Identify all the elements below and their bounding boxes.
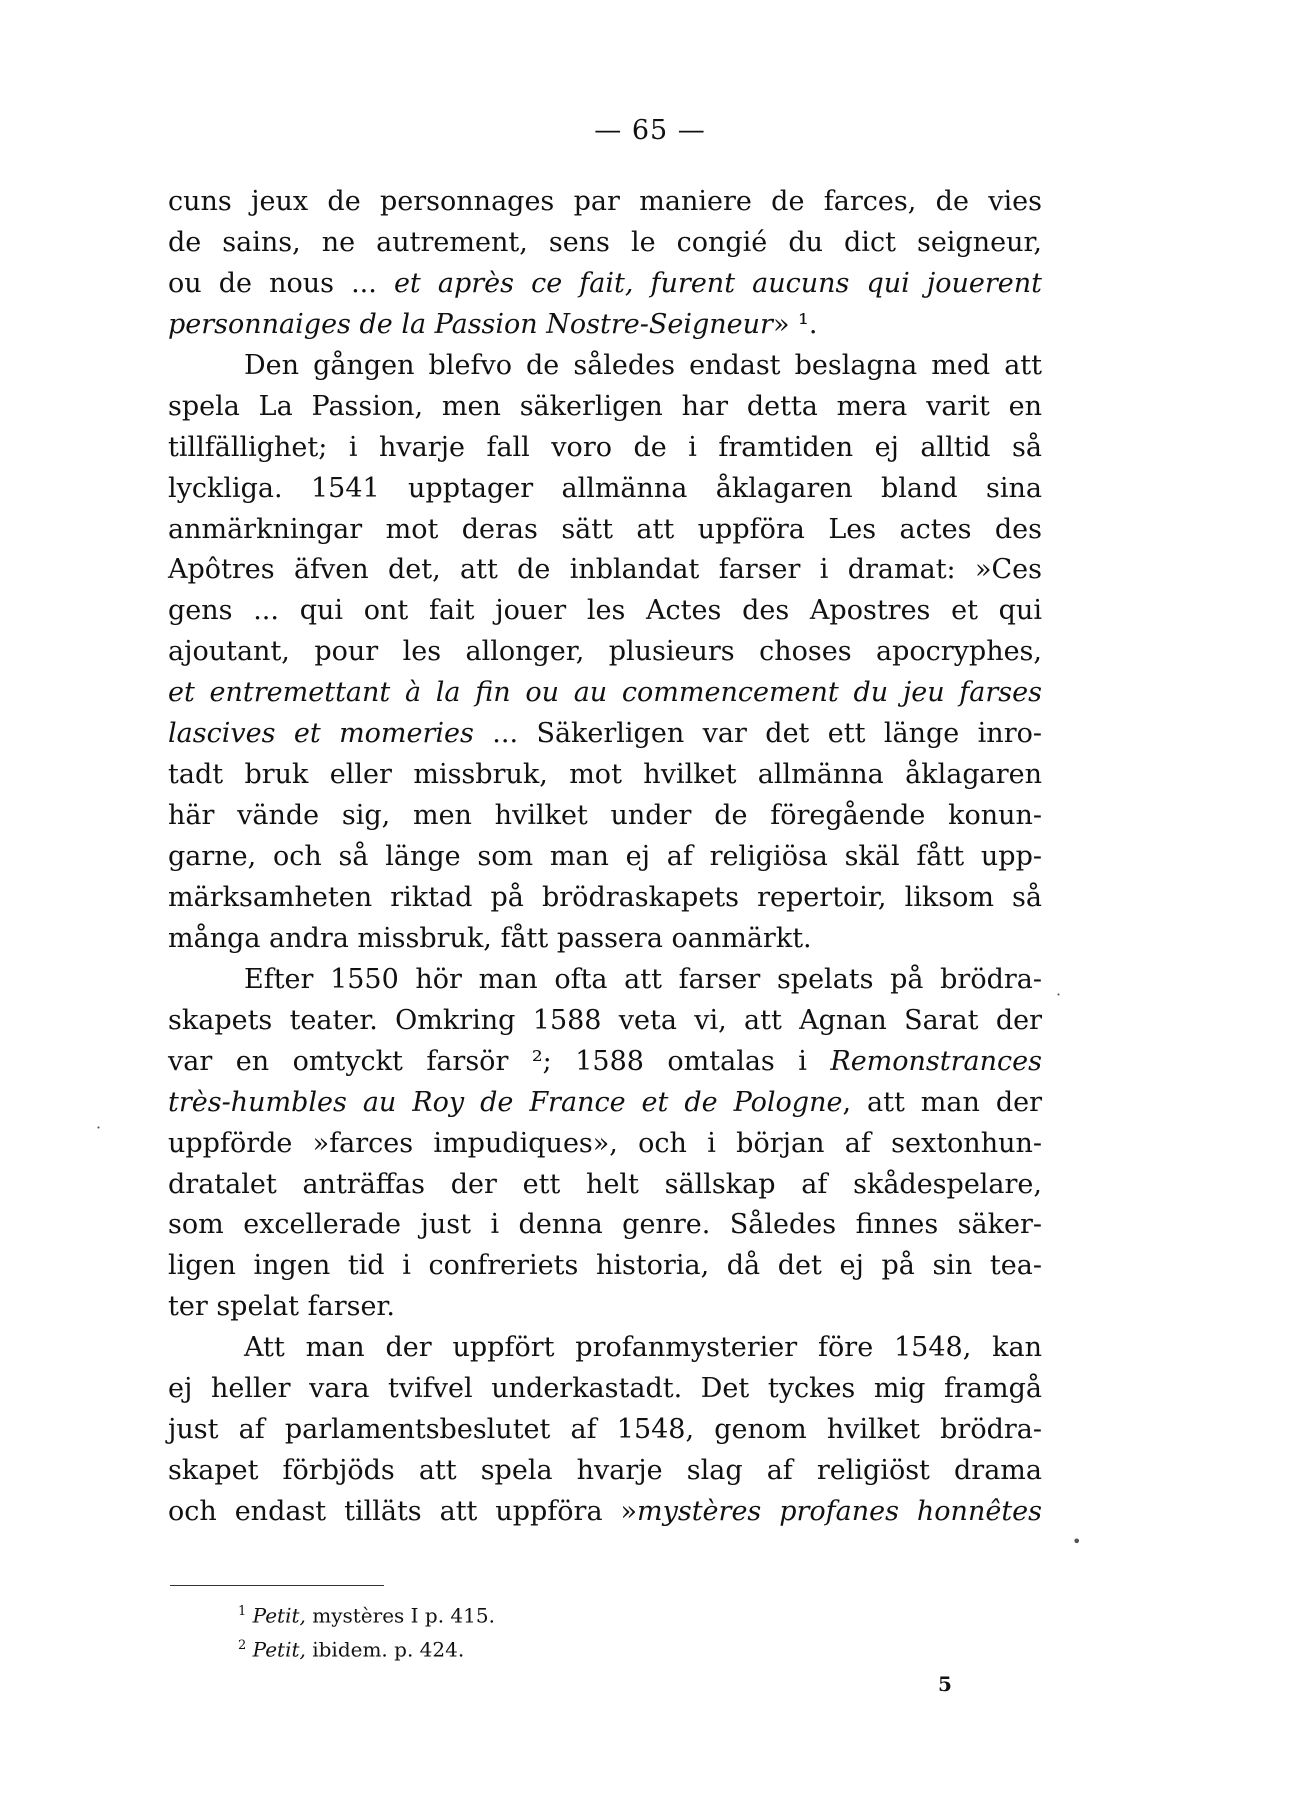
text-line: många andra missbruk, fått passera oanmärkt. — [168, 922, 812, 954]
text-line: lascives et momeries ... Säkerligen var det ett länge inro- — [168, 718, 1042, 750]
text-line: ter spelat farser. — [168, 1291, 395, 1323]
text-line: lyckliga. 1541 upptager allmänna åklagaren bland sina — [168, 472, 1042, 504]
italic-phrase: très-humbles au Roy de France et de Pologne — [168, 1086, 843, 1118]
text-line: uppförde »farces impudiques», och i början af sextonhun- — [168, 1127, 1042, 1159]
footnotes — [238, 1598, 495, 1663]
italic-phrase: Remonstrances — [830, 1045, 1042, 1077]
text-line: och endast tilläts att uppföra »mystères profanes honnêtes — [168, 1496, 1043, 1527]
text-line: ligen ingen tid i confreriets historia, då det ej på sin tea- — [168, 1250, 1042, 1282]
italic-phrase: personnaiges de la Passion Nostre-Seigneur — [168, 308, 773, 340]
margin-speck: • — [1072, 1532, 1082, 1551]
footnote-number: 1 — [238, 1604, 247, 1619]
text-line: här vände sig, men hvilket under de föregående konun- — [168, 800, 1042, 832]
text-line: très-humbles au Roy de France et de Pologne, att man der — [168, 1086, 1042, 1118]
text-line: var en omtyckt farsör ²; 1588 omtalas i Remonstrances — [168, 1045, 1042, 1077]
italic-phrase: mystères profanes honnêtes — [637, 1496, 1043, 1527]
text-line: gens ... qui ont fait jouer les Actes des Apostres et qui — [168, 595, 1042, 627]
footnote-2 — [238, 1632, 495, 1664]
text-line: spela La Passion, men säkerligen har detta mera varit en — [168, 390, 1042, 422]
text-line: tillfällighet; i hvarje fall voro de i framtiden ej alltid så — [168, 431, 1042, 463]
text-line: tadt bruk eller missbruk, mot hvilket allmänna åklagaren — [168, 759, 1042, 791]
footnote-1 — [238, 1598, 495, 1630]
text-line — [168, 673, 1042, 714]
text-line: ou de nous ... et après ce fait, furent aucuns qui jouerent — [168, 267, 1042, 299]
text-line: anmärkningar mot deras sätt att uppföra Les actes des — [168, 513, 1042, 545]
footnote-text: mystères I p. 415. — [312, 1603, 495, 1628]
footnote-author: Petit, — [252, 1637, 306, 1662]
footnote-rule — [170, 1585, 384, 1586]
text-line: skapets teater. Omkring 1588 veta vi, att Agnan Sarat der — [168, 1004, 1042, 1036]
text-line: cuns jeux de personnages par maniere de farces, de vies — [168, 186, 1042, 217]
text-line: Apôtres äfven det, att de inblandat farser i dramat: »Ces — [168, 554, 1042, 586]
italic-phrase: et entremettant à la fin ou au commencement du jeu farses — [168, 677, 1042, 709]
footnote-number: 2 — [238, 1637, 247, 1653]
text-line: ajoutant, pour les allonger, plusieurs choses apocryphes, — [168, 636, 1042, 668]
italic-phrase: et après ce fait, furent aucuns qui jouerent — [393, 267, 1042, 299]
text-line: Att man der uppfört profanmysterier före 1548, kan — [244, 1332, 1042, 1364]
text-line: Efter 1550 hör man ofta att farser spelats på brödra- — [244, 963, 1042, 995]
text-line: som excellerade just i denna genre. Således finnes säker- — [168, 1209, 1042, 1241]
signature-mark: 5 — [938, 1672, 952, 1696]
text-line: garne, och så länge som man ej af religiösa skäl fått upp- — [168, 841, 1042, 872]
footnote-author: Petit, — [252, 1603, 306, 1628]
page-header: — 65 — — [594, 115, 706, 146]
body-text — [168, 182, 1042, 1533]
text-line: de sains, ne autrement, sens le congié du dict seigneur, — [168, 226, 1042, 258]
italic-phrase: lascives et momeries — [168, 718, 474, 750]
text-line: personnaiges de la Passion Nostre-Seigneur» ¹. — [168, 308, 818, 340]
text-line: skapet förbjöds att spela hvarje slag af religiöst drama — [168, 1455, 1042, 1487]
text-line: Den gången blefvo de således endast beslagna med att — [244, 349, 1042, 381]
text-line: ej heller vara tvifvel underkastadt. Det tyckes mig framgå — [168, 1373, 1042, 1405]
text-line: just af parlamentsbeslutet af 1548, genom hvilket brödra- — [168, 1414, 1042, 1446]
text-line: märksamheten riktad på brödraskapets repertoir, liksom så — [168, 881, 1042, 913]
footnote-text: ibidem. p. 424. — [312, 1637, 465, 1662]
margin-speck: · — [1056, 985, 1062, 1004]
margin-speck: · — [96, 1118, 102, 1137]
text-line: dratalet anträffas der ett helt sällskap af skådespelare, — [168, 1168, 1042, 1200]
